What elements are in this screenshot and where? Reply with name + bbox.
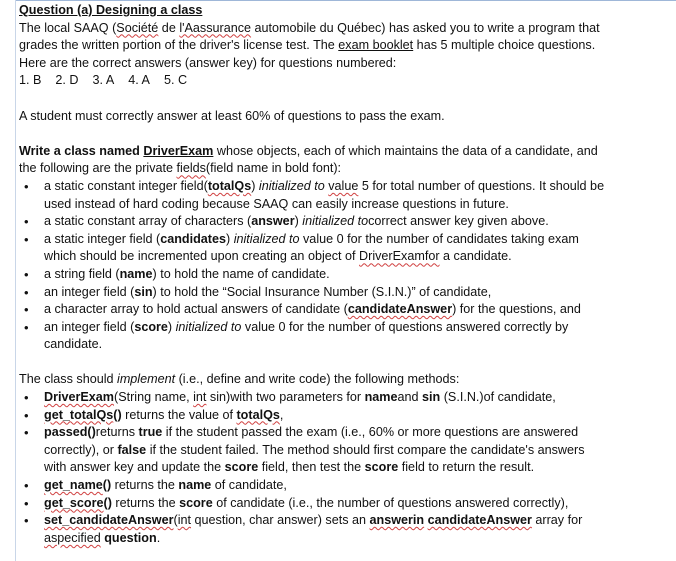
method-item-passed: • passed()returns true if the student passed the exam (i.e., 60% or more questions are answered correctly), or false if the student failed. The method should first compare the candidate's answers with answer key and update the score field, then test the score field to return the result.	[19, 424, 671, 477]
answer-5: 5. C	[163, 73, 188, 88]
page-top-border	[15, 0, 676, 1]
answer-1: 1. B	[19, 73, 42, 88]
answer-3: 3. A	[92, 73, 115, 88]
field-item-sin: • an integer field (sin) to hold the “Social Insurance Number (S.I.N.)” of candidate,	[19, 284, 671, 302]
field-item-score: • an integer field (score) initialized to value 0 for the number of questions answered correctly by candidate.	[19, 319, 671, 354]
field-item-totalqs: • a static constant integer field(totalQs) initialized to value 5 for total number of questions. It should be used instead of hard coding because SAAQ can easily increase questions in future.	[19, 178, 671, 213]
field-item-candidateanswer: • a character array to hold actual answers of candidate (candidateAnswer) for the questions, and	[19, 301, 671, 319]
intro-line-1: The local SAAQ (Société de l'Aassurance automobile du Québec) has asked you to write a program that	[19, 20, 600, 35]
method-item-set-candidateanswer: • set_candidateAnswer(int question, char answer) sets an answerin candidateAnswer array for aspecified question.	[19, 512, 671, 547]
methods-intro: The class should implement (i.e., define and write code) the following methods:	[19, 372, 460, 387]
method-item-constructor: • DriverExam(String name, int sin)with two parameters for nameand sin (S.I.N.)of candidate,	[19, 389, 671, 407]
class-intro-line-1: Write a class named DriverExam whose objects, each of which maintains the data of a candidate, and	[19, 143, 598, 158]
pass-requirement: A student must correctly answer at least 60% of questions to pass the exam.	[19, 108, 445, 123]
answer-key	[19, 72, 671, 90]
method-item-get-name: • get_name() returns the name of candidate,	[19, 477, 671, 495]
class-intro-line-2: the following are the private fields(field name in bold font):	[19, 161, 342, 176]
page-left-border	[15, 0, 16, 561]
method-item-get-score: • get_score() returns the score of candidate (i.e., the number of questions answered correctly),	[19, 495, 671, 513]
field-item-candidates: • a static integer field (candidates) initialized to value 0 for the number of candidates taking exam which should be incremented upon creating an object of DriverExamfor a candidate.	[19, 231, 671, 266]
methods-list	[19, 389, 671, 547]
method-item-get-totalqs: • get_totalQs() returns the value of totalQs,	[19, 407, 671, 425]
answer-4: 4. A	[128, 73, 150, 88]
field-item-name: • a string field (name) to hold the name of candidate.	[19, 266, 671, 284]
fields-list	[19, 178, 671, 354]
answer-2: 2. D	[55, 73, 79, 88]
intro-line-3: Here are the correct answers (answer key) for questions numbered:	[19, 55, 397, 70]
question-heading: Question (a) Designing a class	[19, 3, 203, 17]
intro-line-2: grades the written portion of the driver's license test. The exam booklet has 5 multiple choice questions.	[19, 38, 596, 53]
document-body	[19, 2, 671, 547]
field-item-answer: • a static constant array of characters (answer) initialized tocorrect answer key given above.	[19, 213, 671, 231]
